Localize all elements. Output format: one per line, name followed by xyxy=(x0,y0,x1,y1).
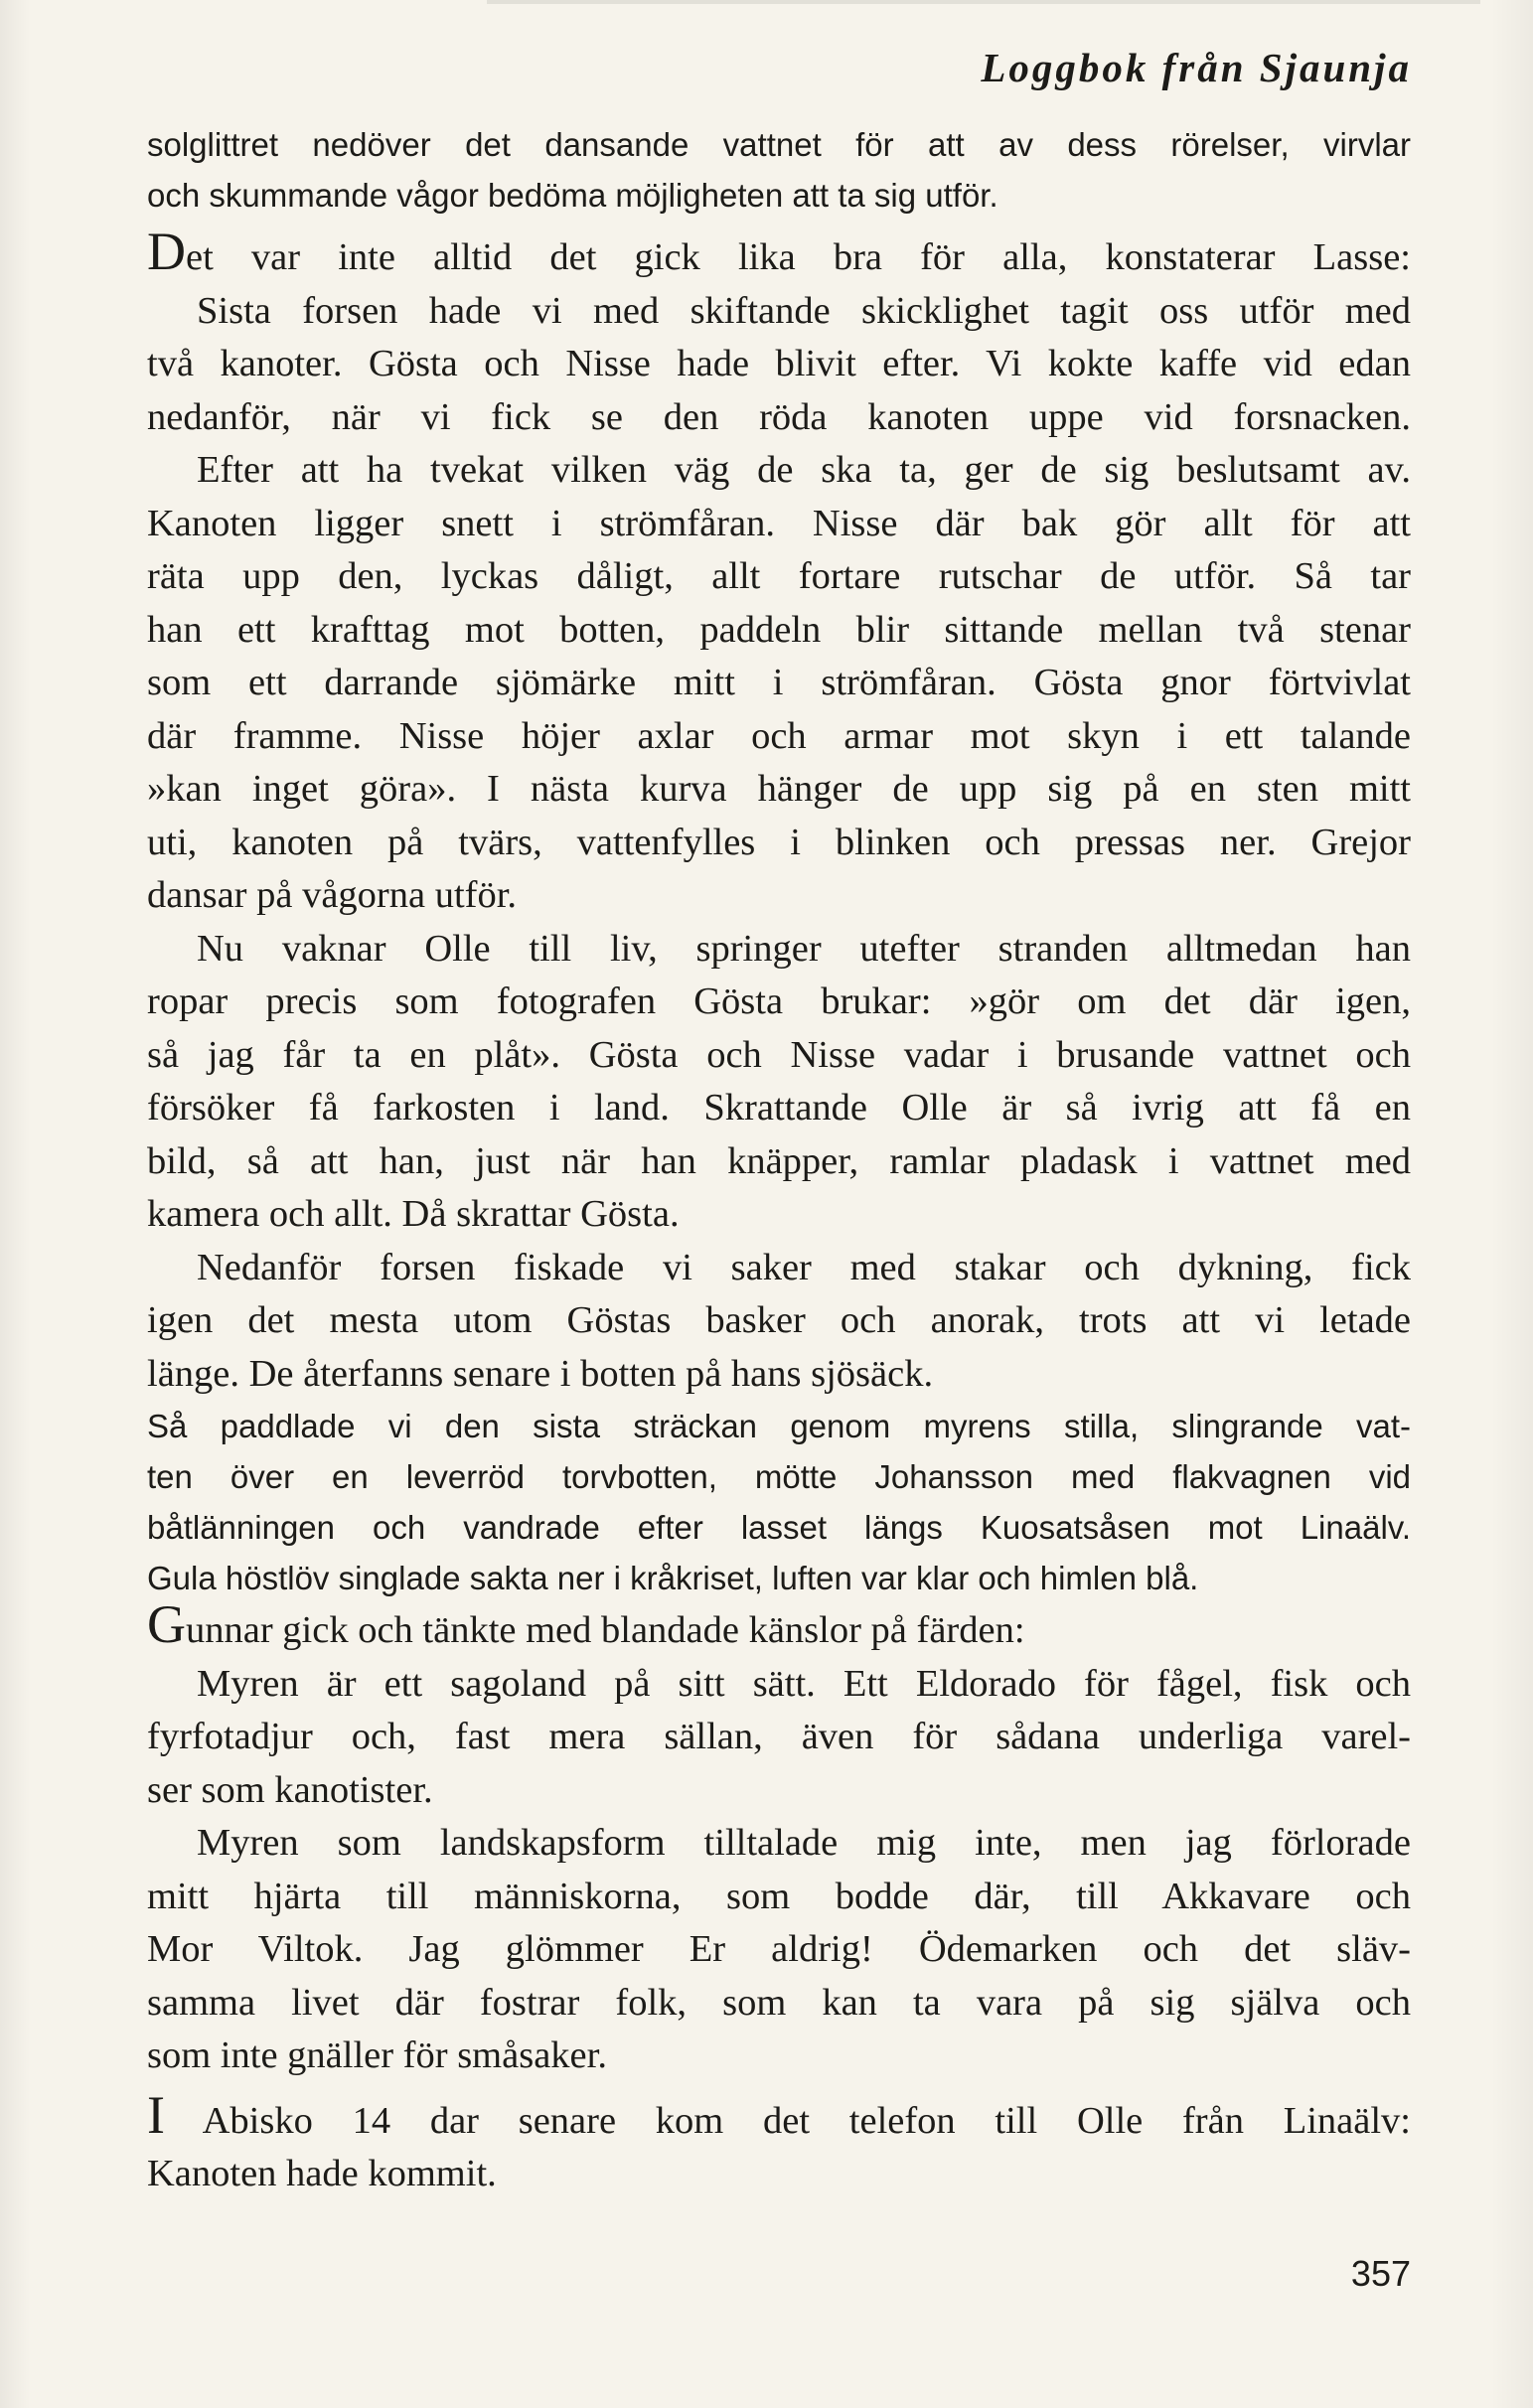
page-edge-shadow xyxy=(487,0,1480,4)
text-line: försöker få farkosten i land. Skrattande Olle är så ivrig att få en xyxy=(147,1087,1411,1129)
text-line: som ett darrande sjömärke mitt i strömfåran. Gösta gnor förtvivlat xyxy=(147,662,1411,703)
text-line: Gula höstlöv singlade sakta ner i kråkriset, luften var klar och himlen blå. xyxy=(147,1560,1199,1596)
text-line: Mor Viltok. Jag glömmer Er aldrig! Ödemarken och det släv- xyxy=(147,1928,1411,1970)
initial-letter: G xyxy=(147,1594,186,1654)
running-head: Loggbok från Sjaunja xyxy=(981,45,1412,90)
text-line: Kanoten ligger snett i strömfåran. Nisse där bak gör allt för att xyxy=(147,502,1411,544)
text-line: Nu vaknar Olle till liv, springer utefter stranden alltmedan han xyxy=(197,927,1411,970)
first-line-text: Abisko 14 dar senare kom det telefon till Olle från Linaälv: xyxy=(164,2100,1411,2142)
text-line: Myren som landskapsform tilltalade mig inte, men jag förlorade xyxy=(197,1822,1411,1864)
text-line: som inte gnäller för småsaker. xyxy=(147,2034,607,2076)
text-line: länge. De återfanns senare i botten på hans sjösäck. xyxy=(147,1352,934,1395)
text-line: solglittret nedöver det dansande vattnet för att av dess rörelser, virvlar xyxy=(147,126,1411,163)
text-line: Nedanför forsen fiskade vi saker med stakar och dykning, fick xyxy=(197,1246,1411,1288)
text-line: »kan inget göra». I nästa kurva hänger de upp sig på en sten mitt xyxy=(147,768,1411,810)
text-line xyxy=(147,2085,1411,2148)
text-line: och skummande vågor bedöma möjligheten att ta sig utför. xyxy=(147,177,998,214)
text-line: ser som kanotister. xyxy=(147,1768,433,1811)
initial-letter: I xyxy=(147,2085,165,2145)
text-line: ropar precis som fotografen Gösta brukar: »gör om det där igen, xyxy=(147,980,1411,1022)
page-number: 357 xyxy=(1350,2253,1411,2294)
gunnar-reflection xyxy=(147,1594,1411,2083)
text-line: så jag får ta en plåt». Gösta och Nisse vadar i brusande vattnet och xyxy=(147,1033,1411,1076)
text-line: dansar på vågorna utför. xyxy=(147,874,518,916)
text-line: båtlänningen och vandrade efter lasset längs Kuosatsåsen mot Linaälv. xyxy=(147,1509,1411,1546)
text-line: Så paddlade vi den sista sträckan genom myrens stilla, slingrande vat- xyxy=(147,1408,1411,1444)
text-line: uti, kanoten på tvärs, vattenfylles i blinken och pressas ner. Grejor xyxy=(147,821,1411,863)
text-line xyxy=(147,222,1411,285)
first-line-text: unnar gick och tänkte med blandade känslor på färden: xyxy=(186,1609,1025,1651)
text-line xyxy=(147,1594,1411,1658)
text-line: mitt hjärta till människorna, som bodde där, till Akkavare och xyxy=(147,1875,1411,1917)
text-line: samma livet där fostrar folk, som kan ta vara på sig själva och xyxy=(147,1981,1411,2024)
text-line: igen det mesta utom Göstas basker och anorak, trots att vi letade xyxy=(147,1299,1411,1341)
text-line: bild, så att han, just när han knäpper, ramlar pladask i vattnet med xyxy=(147,1139,1411,1182)
text-line: Sista forsen hade vi med skiftande skicklighet tagit oss utför med xyxy=(197,289,1411,332)
initial-letter: D xyxy=(147,222,186,281)
text-line: ten över en leverröd torvbotten, mötte Johansson med flakvagnen vid xyxy=(147,1458,1411,1495)
text-line: kamera och allt. Då skrattar Gösta. xyxy=(147,1193,680,1235)
text-line: fyrfotadjur och, fast mera sällan, även för sådana underliga varel- xyxy=(147,1716,1411,1757)
closing-paragraph xyxy=(147,2085,1411,2200)
text-line: Efter att ha tvekat vilken väg de ska ta, ger de sig beslutsamt av. xyxy=(197,449,1411,491)
first-line-text: et var inte alltid det gick lika bra för alla, konstaterar Lasse: xyxy=(186,236,1411,278)
text-line: Kanoten hade kommit. xyxy=(147,2153,497,2194)
text-line: där framme. Nisse höjer axlar och armar mot skyn i ett talande xyxy=(147,714,1411,757)
text-line: Myren är ett sagoland på sitt sätt. Ett Eldorado för fågel, fisk och xyxy=(197,1662,1411,1705)
text-line: han ett krafttag mot botten, paddeln blir sittande mellan två stenar xyxy=(147,608,1411,651)
text-line: räta upp den, lyckas dåligt, allt fortare rutschar de utför. Så tar xyxy=(147,555,1411,597)
paragraph-continuation xyxy=(147,119,1411,221)
narration-paragraph xyxy=(147,1401,1411,1603)
text-line: två kanoter. Gösta och Nisse hade blivit efter. Vi kokte kaffe vid edan xyxy=(147,343,1411,384)
text-line: nedanför, när vi fick se den röda kanoten uppe vid forsnacken. xyxy=(147,395,1411,438)
lasse-account xyxy=(147,222,1411,1401)
